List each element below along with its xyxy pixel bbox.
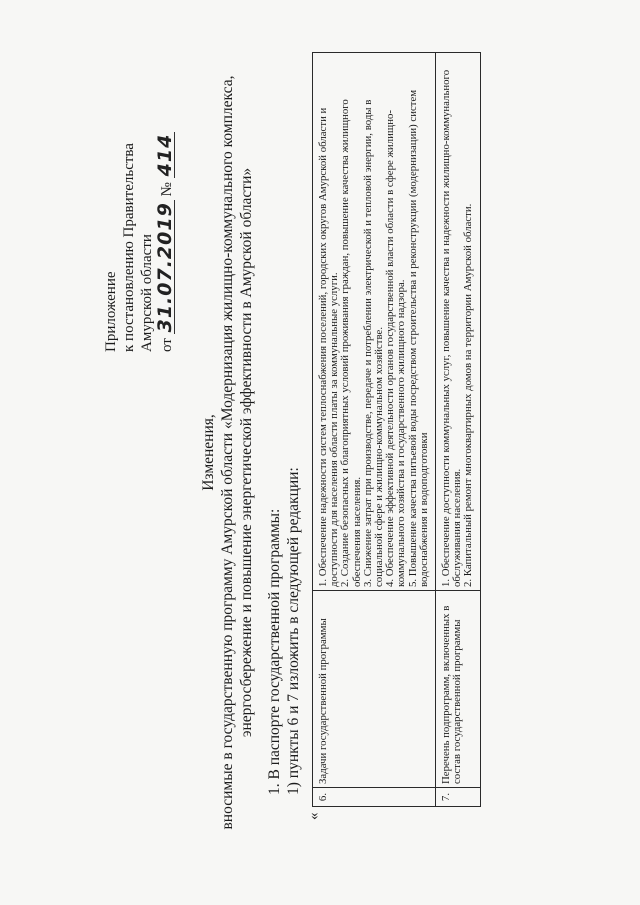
row-name: Перечень подпрограмм, включенных в состав государственной программы (436, 591, 481, 788)
row-content (436, 53, 481, 591)
task-item: 5. Повышение качества питьевой воды посредством строительства и реконструкции (модернизации) систем водоснабжения и водоподготовки (406, 89, 430, 587)
subprogram-item: 2. Капитальный ремонт многоквартирных домов на территории Амурской области. (462, 203, 475, 587)
appendix-resolution: к постановлению Правительства (121, 143, 137, 352)
task-item: 3. Снижение затрат при производстве, передаче и потреблении электрической и тепловой энергии, воды в социальной сфере и жилищно-коммунальном хозяйстве. (361, 99, 386, 587)
appendix-date-line (156, 132, 176, 352)
intro-item-2: 1) пункты 6 и 7 изложить в следующей редакции: (285, 467, 302, 795)
table-row (313, 53, 436, 807)
handwritten-date: 31.07.2019 (154, 202, 176, 333)
row-name: Задачи государственной программы (313, 591, 436, 788)
document-title: Изменения, (200, 414, 217, 491)
row-content (313, 53, 436, 591)
table-row (436, 53, 481, 807)
task-item: 4. Обеспечение эффективной деятельности органов государственной власти области в сфере жилищно-коммунального хозяйства и государственного жилищного надзора. (384, 110, 408, 587)
row-number: 6. (313, 788, 436, 807)
task-item: 2. Создание безопасных и благоприятных условий проживания граждан, повышение качества жилищного обеспечения населения. (339, 99, 363, 587)
date-prefix: от (159, 338, 175, 352)
appendix-region: Амурской области (139, 234, 155, 352)
handwritten-number: 414 (154, 133, 176, 177)
row-number: 7. (436, 788, 481, 807)
task-item: 1. Обеспечение надежности систем теплоснабжения поселений, городских округов Амурской области и доступности для населения области платы за коммунальные услуги. (317, 107, 341, 587)
document-title-line3: энергосбережение и повышение энергетической эффективности в Амурской области» (238, 167, 255, 738)
opening-quote: « (306, 812, 322, 820)
appendix-block (102, 132, 176, 352)
subprogram-item: 1. Обеспечение доступности коммунальных услуг, повышение качества и надежности жилищно-коммунального обслуживания населения. (440, 69, 464, 587)
document-title-line2: вносимые в государственную программу Амурской области «Модернизация жилищно-коммунального комплекса, (219, 75, 236, 830)
appendix-title: Приложение (103, 271, 119, 352)
intro-item-1: 1. В паспорте государственной программы: (266, 508, 283, 795)
passport-table (312, 52, 481, 807)
number-sign: № (159, 182, 175, 197)
